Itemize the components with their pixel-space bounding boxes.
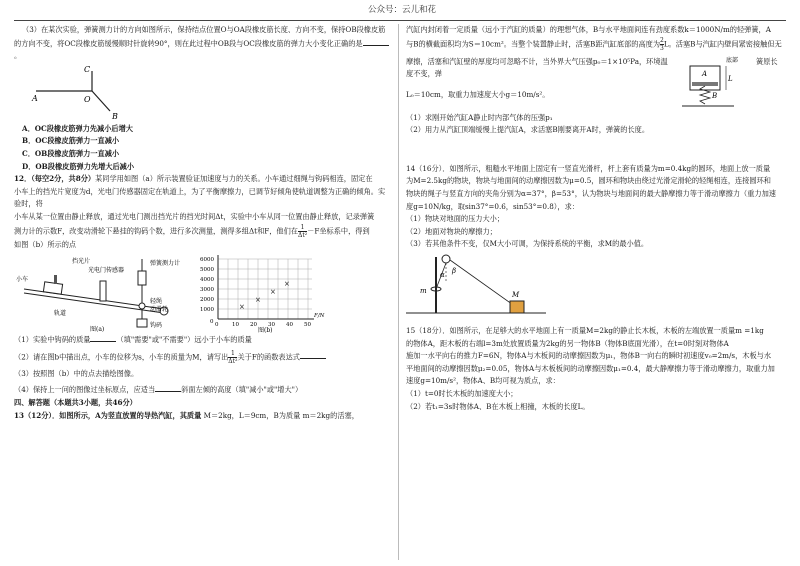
q14-sub-2: （2）地面对物块的摩擦力；: [406, 226, 497, 236]
q13-pressure: p₀＝1×10⁵Pa: [592, 56, 639, 66]
q13-cont-3-right: 簧原长: [756, 56, 778, 66]
fig-b-xtick-1: 10: [232, 322, 239, 329]
q12-text-1: [14, 173, 390, 186]
fig13-label-b: B: [712, 91, 718, 100]
figure-14: [406, 251, 786, 317]
fraction-den: Δt²: [298, 231, 308, 239]
q12-line-4b: －F坐标系中，得到: [307, 226, 370, 236]
q13-cont-2: [406, 37, 786, 52]
fraction-num: 1: [298, 224, 307, 232]
spacer: [406, 137, 786, 163]
q14-text-1: 14（16分）．如图所示，粗糙水平地面上固定有一竖直光滑杆，杆上套有质量为m=0.4kg的圆环，地面上放一质量: [406, 163, 771, 173]
fig-b-xtick-5: 50: [304, 322, 311, 329]
q12-text-4: [14, 224, 390, 239]
q14-text-4: 度g=10N/kg，取sin37°=0.6，sin53°=0.8），求：: [406, 201, 579, 211]
public-account-label: 公众号：云儿和花: [367, 5, 436, 15]
q12-sub-4b: 斜面左倾的高度（填"减小"或"增大"）: [181, 385, 303, 395]
figure-14-svg: [406, 251, 786, 317]
q15l1a: 15（18分）．如图所示，在足够大的水平地面上有一质量: [406, 325, 587, 335]
q13-intro-end: 的活塞，: [330, 410, 359, 420]
answer-blank: [90, 333, 116, 342]
q13-sub-1: （1）求刚开始汽缸A静止时内部气体的压强p₁: [406, 112, 553, 122]
q13-l0: L₀＝10cm: [406, 89, 441, 99]
q15-text-2: 的物体A，距木板的右端l=3m处放置质量为2kg的另一物体B（物体B底面光滑），在t=0时刻对物体A: [406, 338, 729, 348]
q13-length: L＝9cm: [238, 410, 267, 420]
q13c2c: L。活塞B与汽缸内壁间紧密接触但无: [663, 39, 782, 49]
q14-text-2: 为M=2.5kg的物块，物块与地面间的动摩擦因数为μ=0.5，圆环和物块由绕过光滑定滑轮的轻绳相连，连接圆环和: [406, 176, 771, 186]
q15-mass-a: m =1kg: [735, 325, 764, 335]
q15-text-4: 平地面间的动摩擦因数μ₂=0.05，物体A与木板板间的动摩擦因数μ₁=0.4，最大静摩擦力等于滑动摩擦力，取重力加: [406, 363, 775, 373]
q13c2b: 。当整个装置静止时，活塞B距汽缸底部的高度为: [503, 39, 661, 49]
fig-a-rope: 轻绳: [150, 298, 163, 306]
fig14-beta: β: [452, 266, 457, 275]
fig1-label-b: B: [112, 111, 118, 121]
q13-block: [406, 52, 786, 112]
q15-sub-2: （2）若t₁=3s时物体A、B在木板上相撞，木板的长度L。: [406, 401, 590, 411]
q12-sub-1a: （1）实验中钩码的质量: [14, 335, 91, 345]
fig-b-xlabel: F/N: [314, 313, 325, 320]
fig-a-pulley: 动滑轮: [150, 306, 169, 314]
q15l1b: 的静止长木板，木板的左端放置一质量: [612, 325, 736, 335]
option-c: C．OB段橡皮筋弹力一直减小: [22, 148, 120, 158]
q12-text-3: 小车从某一位置由静止释放，通过光电门测出挡光片的挡光时间Δt，实验中小车从同一位置由静止释放，记录弹簧: [14, 211, 375, 221]
option-a: A．OC段橡皮筋弹力先减小后增大: [22, 123, 133, 133]
q15-text-3: 施加一水平向右的推力F=6N，物体A与木板间的动摩擦因数为μ₁，物体B一向右的瞬时初速度v₀=2m/s，木板与水: [406, 351, 772, 361]
q12-line-1: 某同学用如图（a）所示装置验证加速度与力的关系。小车通过细绳与钩码相连，固定在: [95, 174, 373, 184]
q13c3b: ，环境温度不变，弹: [406, 56, 668, 79]
q12-sub-4a: （4）保持上一问的图像过坐标原点，应适当: [14, 385, 156, 395]
q14-sub-3: （3）若其他条件不变，仅M大小可调，为保持系统的平衡，求M的最小值。: [406, 239, 649, 249]
q13c3a: 摩擦，活塞和汽缸壁的厚度均可忽略不计，当外界大气压强: [406, 56, 593, 66]
fig-b-ytick-1: 5000: [200, 267, 214, 274]
fig-b-ytick-4: 2000: [200, 297, 214, 304]
svg-text:×: ×: [239, 303, 245, 312]
column-divider: [398, 24, 399, 560]
fig-b-ytick-0: 6000: [200, 257, 214, 264]
q3-text-1: （3）在某次实验，弹簧测力计的方向如图所示，保持结点位置O与OA段橡皮筋长度、方向不变，保持OB段橡皮筋: [22, 25, 386, 34]
fig-b-ytick-2: 4000: [200, 277, 214, 284]
q13-intro-b: ，B为质量: [266, 410, 301, 420]
q14-sub-1: （1）物块对地面的压力大小；: [406, 214, 505, 224]
q15-text-5: 速度g=10m/s²，物体A、B均可视为质点，求：: [406, 376, 560, 386]
fig-a-weights: 钩码: [150, 322, 163, 330]
q13-cont-1: [406, 24, 786, 37]
fraction-den: Δt²: [228, 357, 238, 365]
fig-b-xtick-0: 0: [215, 322, 219, 329]
q12-head: 12．（每空2分，共8分）: [14, 174, 96, 184]
q13-intro-a: 13（12分）．如图所示，A为竖直放置的导热汽缸，其质量: [14, 410, 202, 420]
figure-b-plot: [200, 255, 325, 333]
fraction-num: 1: [228, 350, 237, 358]
fig-a-spring-scale: 弹簧测力计: [150, 260, 181, 268]
q15-sub-1: （1）t=0时长木板的加速度大小；: [406, 388, 518, 398]
option-d: D．OB段橡皮筋弹力先增大后减小: [22, 161, 135, 171]
q13-mass-b: m＝2kg: [302, 410, 331, 420]
q13c4b: 。: [542, 89, 550, 99]
q12-sub-2b: 关于F的函数表达式: [237, 352, 300, 362]
page-header: [14, 0, 786, 21]
left-column: [14, 24, 390, 422]
spacer: [406, 317, 786, 325]
fig14-label-big-m: M: [512, 290, 520, 299]
q13c4a: ，取重力加速度大小: [440, 89, 506, 99]
q13-area: S＝10cm²: [468, 39, 504, 49]
q12-sub-2: [14, 350, 390, 365]
q12-text-5: 如图（b）所示的点: [14, 239, 77, 249]
fig1-label-c: C: [84, 64, 91, 74]
q12-sub-3: （3）按照图（b）中的点去描绘图像。: [14, 368, 139, 378]
fig1-label-a: A: [32, 93, 38, 103]
q3-text-2-end: 。: [14, 51, 22, 61]
q13-cont-4: [406, 89, 668, 102]
svg-text:×: ×: [270, 288, 276, 297]
fig-a-caption: 图(a): [90, 326, 105, 334]
fig1-label-o: O: [84, 94, 91, 104]
q13-mass-a: M＝2kg: [203, 410, 232, 420]
fig14-alpha: α: [440, 270, 445, 279]
fig13-label-a: A: [702, 69, 708, 78]
q3-text-2-body: 的方向不变，将OC段橡皮筋缓慢顺时针旋转90°，则在此过程中OB段与OC段橡皮筋的弹力大小变化正确的是: [14, 38, 363, 48]
fraction-num: 2: [660, 36, 664, 44]
q13-cont-3: [406, 56, 668, 81]
fig13-label-base: 底部: [726, 56, 739, 64]
fig-b-xtick-2: 20: [250, 322, 257, 329]
q13c1-end: 的轻弹簧，A: [729, 25, 771, 34]
fig13-label-l: L: [728, 74, 733, 83]
q12-sub-1b: （填"需要"或"不需要"）远小于小车的质量: [116, 335, 252, 345]
fig14-label-m: m: [420, 286, 427, 295]
fig-a-light-gate: 光电门传感器: [88, 267, 125, 275]
q15-mass-board: M=2kg: [586, 325, 613, 335]
fig-b-xtick-4: 40: [286, 322, 293, 329]
q12-text-2: 小车上的挡光片宽度为d，光电门传感器固定在轨道上，为了平衡摩擦力，已调节好倾角使轨道调整为正确的倾角。实验时，将: [14, 186, 386, 209]
option-b: B．OC段橡皮筋弹力一直减小: [22, 136, 120, 146]
q15-text-1: [406, 325, 786, 338]
fig-a-track: 轨道: [54, 310, 67, 318]
fraction-den: 3: [660, 44, 664, 52]
figure-13-svg: [676, 52, 786, 112]
fig-b-caption: 图(b): [258, 327, 273, 334]
fig-b-ytick-5: 1000: [200, 307, 214, 314]
q12-sub-1: [14, 333, 390, 347]
q13c1: 汽缸内封闭着一定质量（远小于汽缸的质量）的理想气体，B与水平地面间连有劲度系数: [406, 25, 685, 34]
svg-text:×: ×: [255, 296, 261, 305]
section-4-heading: 四、解答题（本题共3小题，共46分）: [14, 397, 137, 407]
fraction: [298, 224, 307, 239]
q14-text-3: 物块的绳子与竖直方向的夹角分别为α=37°，β=53°，认为物块与地面间的最大静摩擦力等于滑动摩擦力（重力加速: [406, 188, 776, 198]
fig-a-cart: 小车: [16, 276, 29, 284]
fig-a-shade: 挡光片: [72, 258, 91, 266]
q13-text-block: [406, 56, 668, 102]
fig-b-xtick-3: 30: [268, 322, 275, 329]
answer-blank: [155, 383, 181, 392]
svg-text:×: ×: [284, 280, 290, 289]
q12-sub-2a: （2）请在图b中描出点，小车的位移为s，小车的质量为M，请写出: [14, 352, 229, 362]
q3-text-2: [14, 37, 390, 63]
figure-a-apparatus: [16, 257, 180, 333]
fig-b-ytick-3: 3000: [200, 287, 214, 294]
q13-k: k＝1000N/m: [684, 25, 730, 34]
q12-line-4a: 测力计的示数F，改变动滑轮下悬挂的钩码个数，进行多次测量，测得多组Δt和F，他们在: [14, 226, 298, 236]
right-column: [406, 24, 786, 413]
q13-sub-2: （2）用力从汽缸顶端缓慢上提汽缸A，求活塞B刚要离开A时，弹簧的长度。: [406, 125, 650, 135]
figure-1-svg: [14, 63, 390, 123]
figure-12: [14, 251, 390, 333]
answer-blank: [363, 37, 389, 46]
figure-12-svg: [14, 251, 390, 333]
answer-blank: [300, 350, 326, 359]
figure-1-forces: [14, 63, 390, 123]
q13-intro: 13（12分）．如图所示，A为竖直放置的导热汽缸，其质量 M＝2kg，L＝9cm，B为质量 m＝2kg的活塞，: [14, 410, 359, 420]
q13-g: g＝10m/s²: [505, 89, 543, 99]
q13c2a: 与B的横截面积均为: [406, 39, 469, 49]
fig-b-ytick-6: 0: [210, 319, 214, 326]
q12-sub-4: [14, 383, 390, 397]
